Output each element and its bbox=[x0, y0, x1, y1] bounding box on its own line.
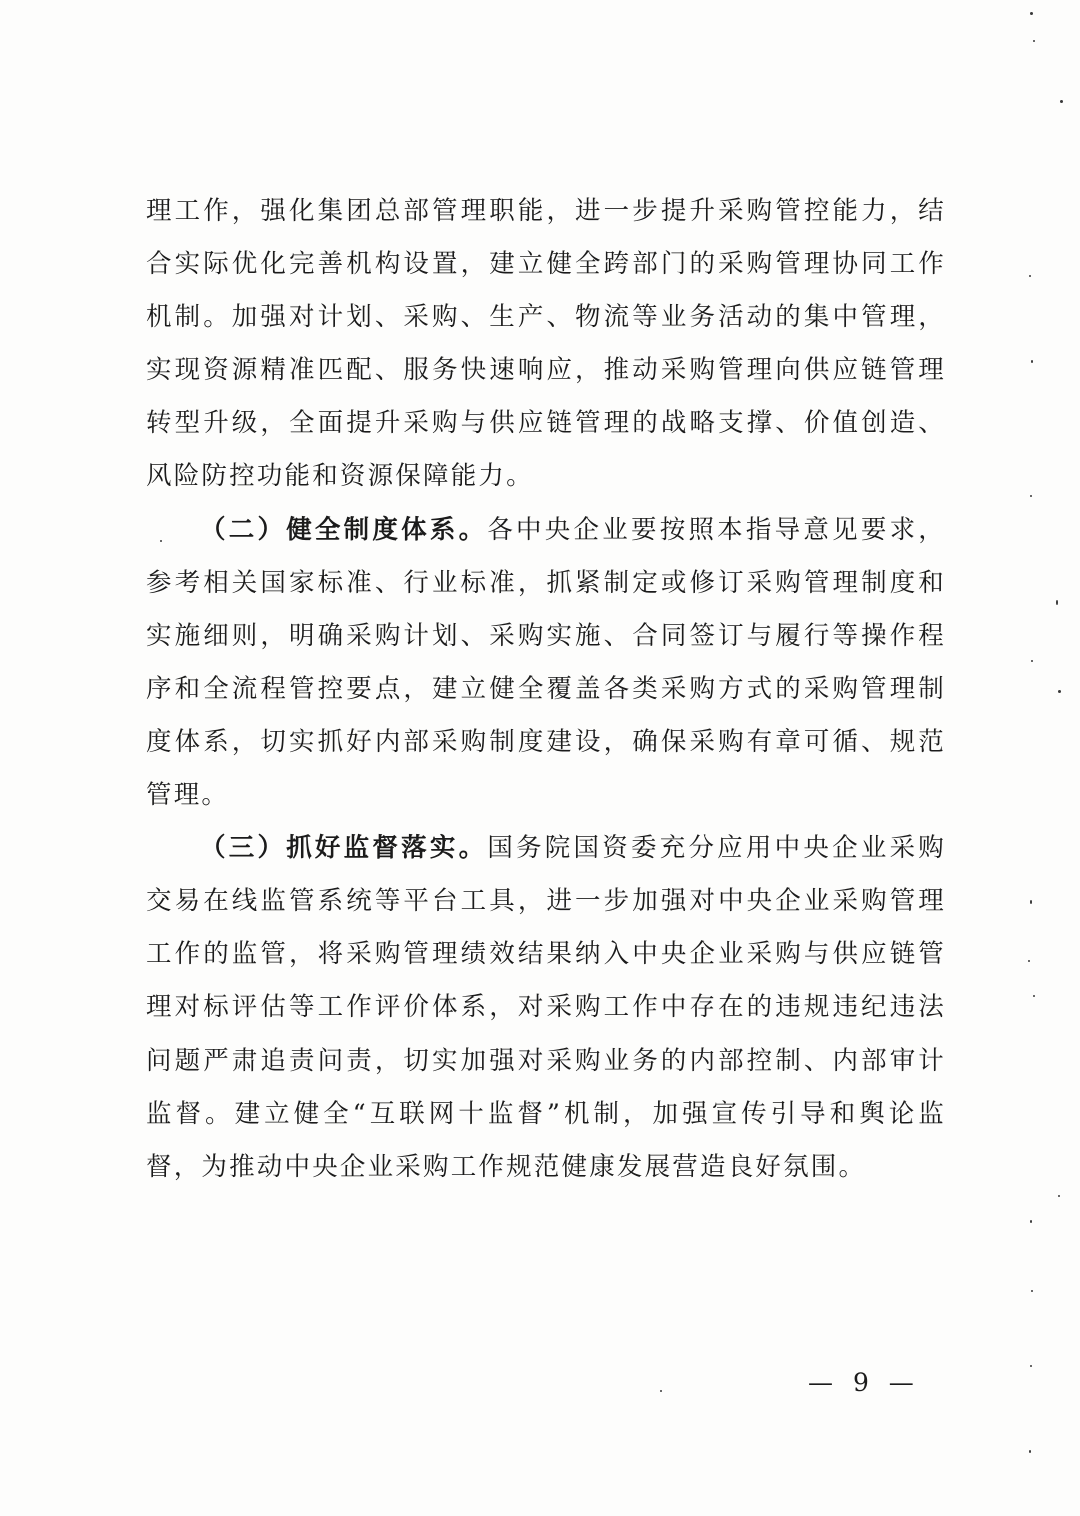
scan-speck bbox=[1031, 660, 1033, 662]
scan-speck bbox=[1029, 275, 1031, 277]
scan-speck bbox=[1030, 495, 1032, 497]
scan-speck bbox=[1029, 1450, 1031, 1453]
scan-speck bbox=[1028, 960, 1030, 962]
scan-speck bbox=[1030, 1365, 1032, 1367]
scan-speck bbox=[1030, 12, 1033, 15]
scan-speck bbox=[1030, 900, 1032, 904]
paragraph-text: 国务院国资委充分应用中央企业采购交易在线监管系统等平台工具，进一步加强对中央企业采购管理工作的监管，将采购管理绩效结果纳入中央企业采购与供应链管理对标评估等工作评价体系，对采购工作中存在的违规违纪违法问题严肃追责问责，切实加强对采购业务的内部控制、内部审计监督。建立健全“互联网十监督”机制，加强宣传引导和舆论监督，为推动中央企业采购工作规范健康发展营造良好氛围。 bbox=[146, 833, 946, 1182]
paragraph-heading: （三）抓好监督落实。 bbox=[200, 833, 488, 864]
scan-speck bbox=[660, 1390, 662, 1392]
paragraph-improve-system bbox=[146, 504, 946, 823]
scan-speck bbox=[1031, 360, 1033, 363]
paragraph-text: 各中央企业要按照本指导意见要求，参考相关国家标准、行业标准，抓紧制定或修订采购管理制度和实施细则，明确采购计划、采购实施、合同签订与履行等操作程序和全流程管控要点，建立健全覆盖各类采购方式的采购管理制度体系，切实抓好内部采购制度建设，确保采购有章可循、规范管理。 bbox=[146, 514, 946, 811]
scan-speck bbox=[160, 540, 162, 542]
scan-speck bbox=[1031, 1290, 1033, 1292]
scan-speck bbox=[1030, 1220, 1032, 1223]
scan-speck bbox=[1033, 40, 1035, 42]
paragraph-text: 理工作，强化集团总部管理职能，进一步提升采购管控能力，结合实际优化完善机构设置，建立健全跨部门的采购管理协同工作机制。加强对计划、采购、生产、物流等业务活动的集中管理，实现资源精准匹配、服务快速响应，推动采购管理向供应链管理转型升级，全面提升采购与供应链管理的战略支撑、价值创造、风险防控功能和资源保障能力。 bbox=[146, 196, 946, 492]
paragraph-continuation bbox=[146, 185, 946, 504]
page-number: — 9 — bbox=[808, 1368, 920, 1397]
scan-speck bbox=[1033, 995, 1035, 997]
paragraph-heading: （二）健全制度体系。 bbox=[200, 514, 488, 545]
scan-speck bbox=[1060, 100, 1063, 103]
body-text bbox=[146, 185, 946, 1194]
scan-speck bbox=[1058, 690, 1061, 693]
paragraph-supervision bbox=[146, 822, 946, 1194]
scan-speck bbox=[1056, 600, 1058, 605]
scan-speck bbox=[1058, 1195, 1060, 1197]
